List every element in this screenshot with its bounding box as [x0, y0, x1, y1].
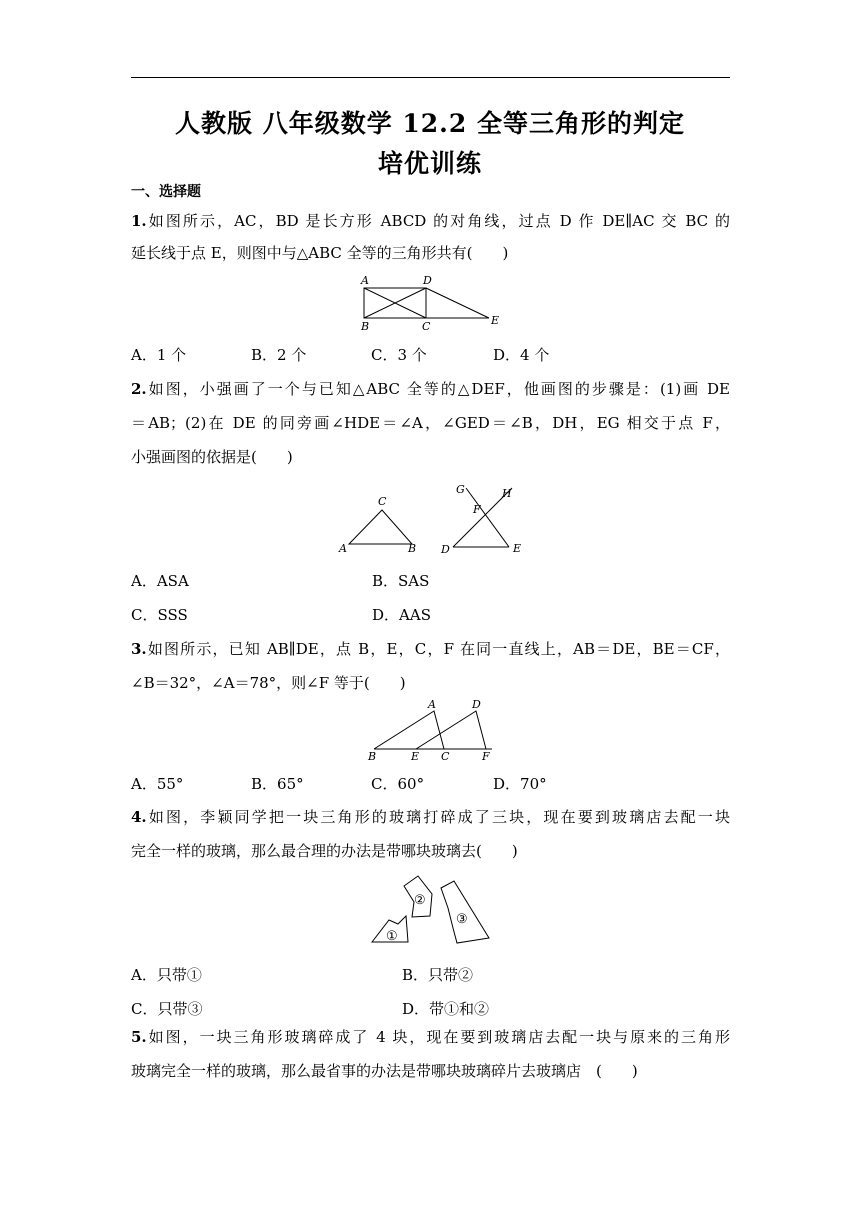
q1-segment-de	[426, 288, 489, 318]
q2-number: 2.	[131, 380, 147, 398]
q3-figure	[360, 696, 505, 764]
q5-text1: 如图，一块三角形玻璃碎成了 4 块，现在要到玻璃店去配一块与原来的三角形	[146, 1028, 730, 1046]
q1-label-c: C	[422, 320, 431, 333]
q3-option-c[interactable]: C．60°	[371, 775, 425, 793]
q2-label-e: E	[513, 542, 522, 555]
q3-label-a: A	[428, 698, 436, 711]
q2-label-c: C	[378, 495, 387, 508]
q3-label-d: D	[472, 698, 481, 711]
q1-label-d: D	[423, 274, 432, 287]
q2-label-f: F	[473, 503, 481, 516]
q2-triangle-abc	[349, 510, 412, 544]
q2-option-b[interactable]: B．SAS	[372, 572, 430, 590]
glass-piece-2-label: ②	[414, 893, 426, 908]
q5-line1	[131, 1026, 730, 1047]
q2-label-h: H	[502, 487, 512, 500]
q2-option-c[interactable]: C．SSS	[131, 606, 188, 624]
q4-line1	[131, 806, 730, 827]
q4-number: 4.	[131, 808, 147, 826]
q1-line2: 延长线于点 E，则图中与△ABC 全等的三角形共有( )	[131, 244, 509, 262]
q1-figure	[355, 272, 505, 334]
q2-label-b: B	[408, 542, 417, 555]
q2-line1	[131, 378, 730, 399]
q1-label-a: A	[361, 274, 369, 287]
q1-line1	[131, 210, 730, 231]
q1-text1: 如图所示，AC，BD 是长方形 ABCD 的对角线，过点 D 作 DE∥AC 交 BC 的	[146, 212, 730, 230]
q3-option-b[interactable]: B．65°	[251, 775, 304, 793]
glass-piece-3-label: ③	[456, 912, 468, 927]
q2-label-d: D	[441, 543, 450, 556]
q4-option-c[interactable]: C．只带③	[131, 1000, 203, 1018]
q3-label-c: C	[441, 750, 450, 763]
q4-option-a[interactable]: A．只带①	[131, 966, 202, 984]
q1-label-e: E	[491, 314, 500, 327]
q2-option-d[interactable]: D．AAS	[372, 606, 431, 624]
q4-line2: 完全一样的玻璃，那么最合理的办法是带哪块玻璃去( )	[131, 842, 518, 860]
q3-option-d[interactable]: D．70°	[493, 775, 547, 793]
q2-option-a[interactable]: A．ASA	[131, 572, 189, 590]
q1-option-b[interactable]: B．2 个	[251, 346, 307, 364]
q1-option-d[interactable]: D．4 个	[493, 346, 550, 364]
q2-line3: 小强画图的依据是( )	[131, 448, 293, 466]
header-rule	[131, 77, 730, 78]
q3-number: 3.	[131, 640, 147, 658]
q1-number: 1.	[131, 212, 147, 230]
q2-label-a: A	[339, 542, 347, 555]
q2-text1: 如图，小强画了一个与已知△ABC 全等的△DEF，他画图的步骤是：(1)画 DE	[146, 380, 730, 398]
q4-option-b[interactable]: B．只带②	[402, 966, 474, 984]
q3-triangle-def	[416, 711, 486, 749]
q5-number: 5.	[131, 1028, 147, 1046]
q1-option-a[interactable]: A．1 个	[131, 346, 187, 364]
page-title: 人教版 八年级数学 12.2 全等三角形的判定	[174, 109, 685, 138]
q1-option-c[interactable]: C．3 个	[371, 346, 427, 364]
q2-figure	[330, 478, 540, 560]
q2-line2: ＝AB；(2)在 DE 的同旁画∠HDE＝∠A，∠GED＝∠B，DH，EG 相交于点 F，	[131, 414, 730, 432]
q3-label-e: E	[411, 750, 420, 763]
q3-label-f: F	[482, 750, 490, 763]
q5-line2: 玻璃完全一样的玻璃，那么最省事的办法是带哪块玻璃碎片去玻璃店 ( )	[131, 1062, 638, 1080]
q1-label-b: B	[361, 320, 370, 333]
q2-label-g: G	[456, 483, 465, 496]
q3-line2: ∠B＝32°，∠A＝78°，则∠F 等于( )	[131, 674, 406, 692]
q3-option-a[interactable]: A．55°	[131, 775, 184, 793]
q3-line1	[131, 638, 730, 659]
q3-text1: 如图所示，已知 AB∥DE，点 B，E，C，F 在同一直线上，AB＝DE，BE＝CF，	[146, 640, 730, 658]
q3-triangle-abc	[374, 711, 444, 749]
section-heading: 一、选择题	[131, 184, 201, 200]
q4-option-d[interactable]: D．带①和②	[402, 1000, 490, 1018]
page-subtitle: 培优训练	[377, 149, 482, 178]
q4-text1: 如图，李颖同学把一块三角形的玻璃打碎成了三块，现在要到玻璃店去配一块	[146, 808, 730, 826]
q4-figure	[368, 872, 496, 948]
glass-piece-1-label: ①	[386, 929, 398, 944]
q3-label-b: B	[368, 750, 377, 763]
